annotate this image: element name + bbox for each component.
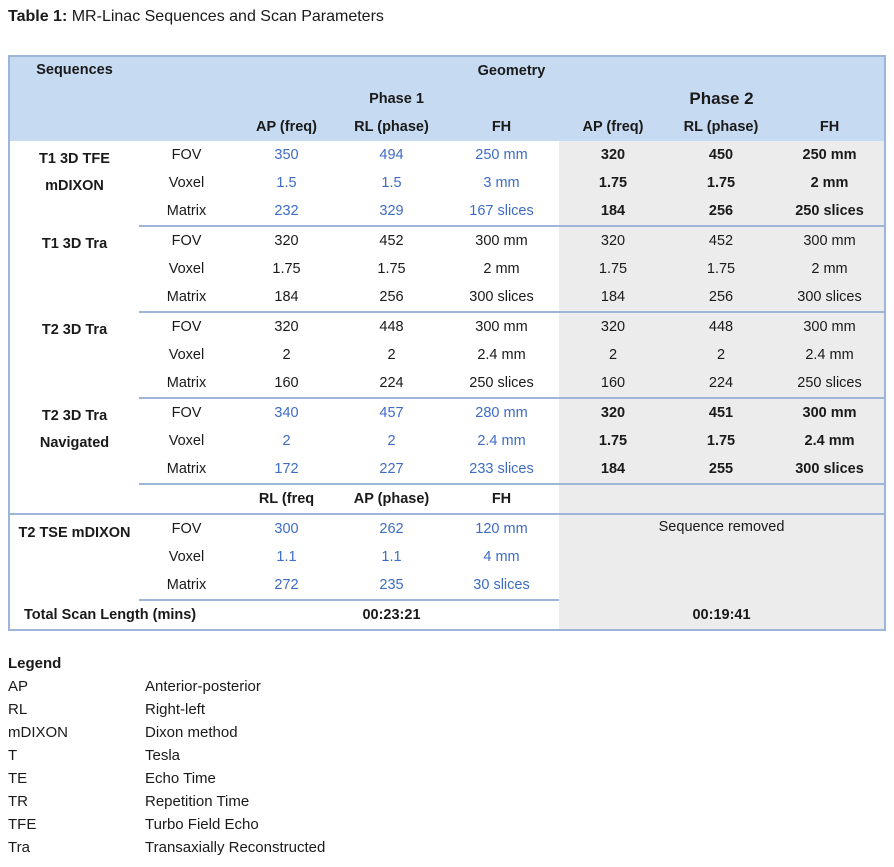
legend-abbr: TFE (8, 816, 37, 833)
cell: 452 (667, 226, 775, 255)
cell: 300 (274, 521, 299, 537)
phase1-header: Phase 1 (234, 85, 559, 113)
param-label: Voxel (168, 433, 205, 449)
cell: 300 mm (775, 398, 885, 427)
table-row (9, 455, 885, 484)
cell: 256 (667, 197, 775, 226)
cell: 340 (274, 405, 299, 421)
cell: 320 (274, 233, 299, 249)
total-label: Total Scan Length (mins) (24, 607, 197, 623)
legend-item (8, 767, 325, 790)
cell: 160 (234, 369, 339, 398)
sequence-removed-note: Sequence removed (559, 514, 885, 600)
legend-title: Legend (8, 655, 62, 672)
cell: 160 (559, 369, 667, 398)
col-header: AP (phase) (339, 484, 444, 514)
legend-item (8, 721, 325, 744)
cell: 452 (379, 233, 404, 249)
cell: 457 (379, 405, 404, 421)
table-row (9, 226, 885, 255)
param-label: Matrix (139, 369, 234, 398)
header-row-2 (9, 85, 885, 113)
col-header: AP (freq) (234, 113, 339, 141)
cell: 2 (282, 433, 291, 449)
scan-parameters-table (8, 55, 886, 631)
cell: 280 mm (475, 405, 528, 421)
col-header: AP (freq) (559, 113, 667, 141)
cell: 227 (339, 455, 444, 484)
cell: 448 (667, 312, 775, 341)
cell: 184 (559, 197, 667, 226)
cell: 320 (559, 398, 667, 427)
cell: 450 (667, 141, 775, 169)
col-header: FH (775, 113, 885, 141)
cell: 250 slices (775, 369, 885, 398)
legend-desc: Transaxially Reconstructed (145, 839, 326, 856)
col-header: RL (phase) (667, 113, 775, 141)
legend-desc: Dixon method (145, 724, 238, 741)
cell: 184 (234, 283, 339, 312)
subheader-row (9, 484, 885, 514)
cell: 30 slices (444, 571, 559, 600)
total-phase2: 00:19:41 (559, 600, 885, 630)
cell: 262 (379, 521, 404, 537)
cell: 1.5 (276, 175, 297, 191)
cell: 494 (379, 147, 404, 163)
param-label: Voxel (168, 347, 205, 363)
cell: 320 (559, 141, 667, 169)
cell: 320 (559, 312, 667, 341)
cell: 172 (234, 455, 339, 484)
table-row (9, 514, 885, 543)
cell: 224 (667, 369, 775, 398)
cell: 2.4 mm (775, 427, 885, 455)
cell: 224 (339, 369, 444, 398)
cell: 4 mm (483, 549, 520, 565)
cell: 329 (339, 197, 444, 226)
cell: 2.4 mm (477, 433, 526, 449)
cell: 1.1 (381, 549, 402, 565)
legend-item (8, 675, 325, 698)
legend-item (8, 836, 325, 859)
cell: 1.75 (667, 427, 775, 455)
cell: 250 slices (444, 369, 559, 398)
table-row (9, 169, 885, 197)
param-label: Matrix (139, 283, 234, 312)
legend-abbr: TR (8, 793, 28, 810)
cell: 2 (282, 347, 291, 363)
param-label: Voxel (168, 261, 205, 277)
header-row-1 (9, 56, 885, 85)
cell: 235 (339, 571, 444, 600)
header-row-3 (9, 113, 885, 141)
legend-desc: Right-left (145, 701, 206, 718)
param-label: FOV (171, 147, 202, 163)
cell: 2 (387, 433, 396, 449)
cell: 1.75 (559, 169, 667, 197)
legend-desc: Echo Time (145, 770, 216, 787)
sequence-name: T2 3D Tra Navigated (39, 408, 110, 451)
cell: 1.5 (381, 175, 402, 191)
param-label: Matrix (139, 197, 234, 226)
col-header: FH (444, 113, 559, 141)
cell: 300 mm (475, 233, 528, 249)
table-row (9, 341, 885, 369)
legend-item (8, 813, 325, 836)
cell: 250 slices (775, 197, 885, 226)
caption-label: Table 1: (8, 8, 68, 25)
cell: 120 mm (475, 521, 528, 537)
cell: 300 mm (475, 319, 528, 335)
table-row (9, 141, 885, 169)
caption-text: MR-Linac Sequences and Scan Parameters (67, 8, 384, 25)
cell: 1.75 (559, 427, 667, 455)
cell: 1.75 (667, 169, 775, 197)
cell: 256 (339, 283, 444, 312)
sequences-header: Sequences (9, 56, 139, 141)
sequence-name: T2 TSE mDIXON (18, 525, 131, 541)
table-caption (8, 8, 384, 26)
table-row (9, 312, 885, 341)
param-label: FOV (171, 319, 202, 335)
cell: 255 (667, 455, 775, 484)
cell: 233 slices (444, 455, 559, 484)
legend-abbr: Tra (8, 839, 30, 856)
col-header: FH (444, 484, 559, 514)
cell: 167 slices (444, 197, 559, 226)
cell: 2 mm (775, 169, 885, 197)
cell: 250 mm (475, 147, 528, 163)
total-row (9, 600, 885, 630)
cell: 300 slices (775, 455, 885, 484)
cell: 2.4 mm (477, 347, 526, 363)
legend-desc: Tesla (145, 747, 181, 764)
legend-item (8, 790, 325, 813)
sequence-name: T1 3D Tra (41, 236, 108, 252)
cell: 250 mm (775, 141, 885, 169)
table-row (9, 398, 885, 427)
legend-item (8, 744, 325, 767)
cell: 350 (274, 147, 299, 163)
table-row (9, 283, 885, 312)
legend-desc: Turbo Field Echo (145, 816, 259, 833)
table-row (9, 197, 885, 226)
param-label: FOV (171, 405, 202, 421)
cell: 184 (559, 283, 667, 312)
cell: 1.75 (667, 255, 775, 283)
param-label: Matrix (139, 455, 234, 484)
legend-abbr: TE (8, 770, 28, 787)
table-row (9, 369, 885, 398)
cell: 1.75 (559, 255, 667, 283)
cell: 1.1 (276, 549, 297, 565)
total-phase1: 00:23:21 (362, 607, 421, 623)
param-label: FOV (171, 233, 202, 249)
legend-desc: Anterior-posterior (145, 678, 261, 695)
cell: 256 (667, 283, 775, 312)
sequence-name: T1 3D TFE mDIXON (39, 151, 110, 194)
param-label: Voxel (168, 549, 205, 565)
legend-abbr: RL (8, 701, 28, 718)
cell: 272 (234, 571, 339, 600)
table-row (9, 255, 885, 283)
cell: 3 mm (483, 175, 520, 191)
table-row (9, 427, 885, 455)
legend-abbr: AP (8, 678, 29, 695)
cell: 448 (379, 319, 404, 335)
legend-abbr: T (8, 747, 18, 764)
legend-desc: Repetition Time (145, 793, 250, 810)
cell: 2 (559, 341, 667, 369)
phase2-header: Phase 2 (559, 85, 885, 113)
cell: 2 mm (775, 255, 885, 283)
cell: 300 slices (444, 283, 559, 312)
param-label: Voxel (168, 175, 205, 191)
cell: 2 (667, 341, 775, 369)
cell: 451 (667, 398, 775, 427)
cell: 300 mm (775, 312, 885, 341)
legend-item (8, 698, 325, 721)
cell: 1.75 (272, 261, 301, 277)
cell: 2 (387, 347, 396, 363)
cell: 2.4 mm (775, 341, 885, 369)
cell: 320 (559, 226, 667, 255)
cell: 2 mm (483, 261, 520, 277)
cell: 300 slices (775, 283, 885, 312)
param-label: Matrix (139, 571, 234, 600)
col-header: RL (freq (234, 484, 339, 514)
col-header: RL (phase) (339, 113, 444, 141)
legend-abbr: mDIXON (8, 724, 68, 741)
cell: 300 mm (775, 226, 885, 255)
param-label: FOV (171, 521, 202, 537)
cell: 1.75 (377, 261, 406, 277)
sequence-name: T2 3D Tra (41, 322, 108, 338)
cell: 184 (559, 455, 667, 484)
cell: 320 (274, 319, 299, 335)
geometry-header: Geometry (139, 56, 885, 85)
cell: 232 (234, 197, 339, 226)
legend (8, 652, 325, 859)
